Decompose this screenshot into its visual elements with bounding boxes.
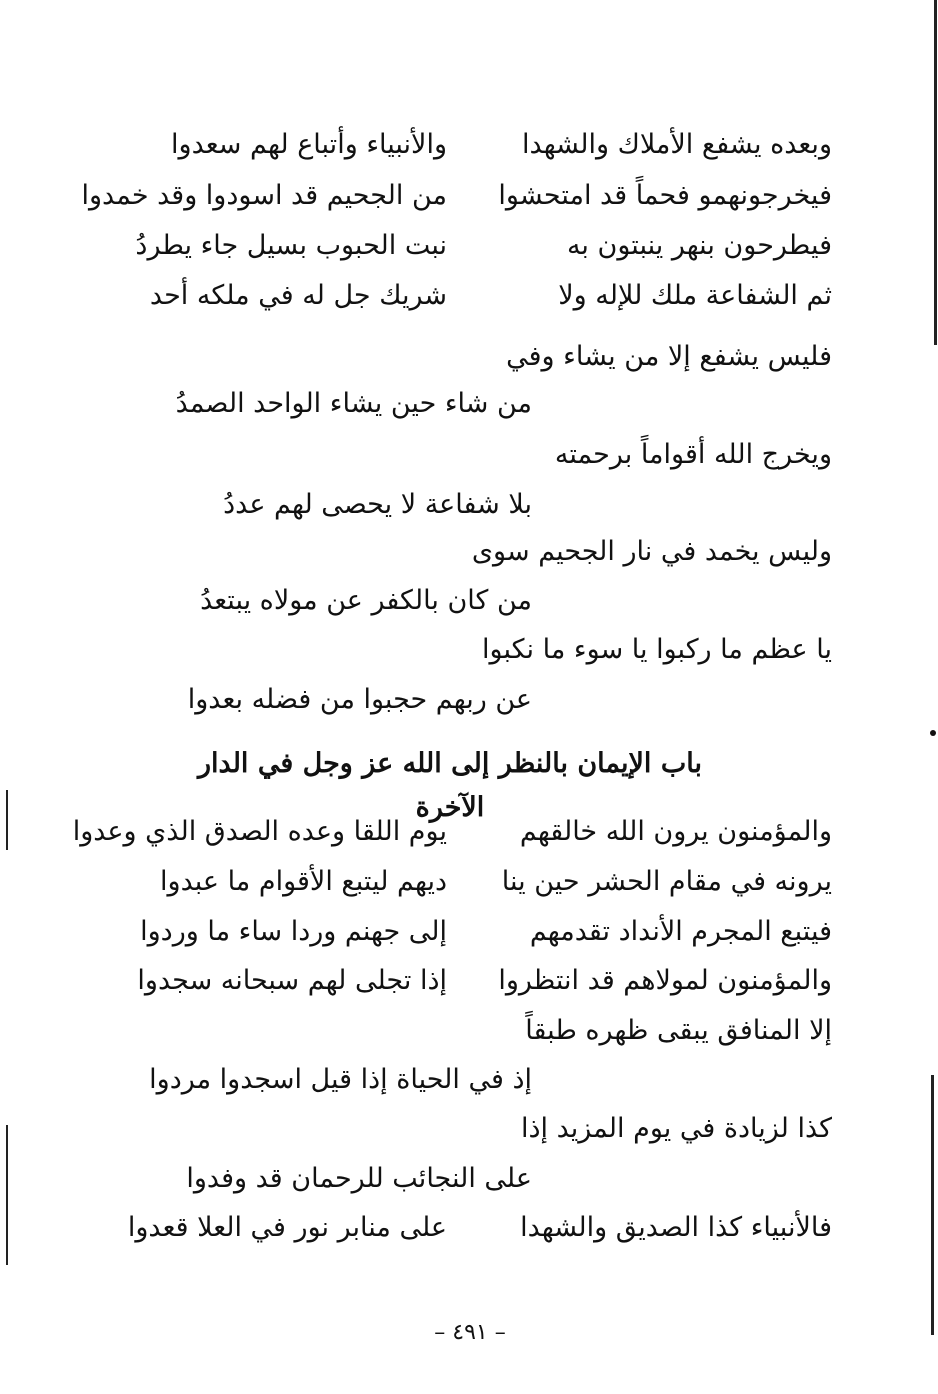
hemistich-first: فيتبع المجرم الأنداد تقدمهم [529, 916, 832, 947]
hemistich-first: والمؤمنون لمولاهم قد انتظروا [498, 965, 832, 996]
verse-line-first [110, 1011, 832, 1051]
verse-line-second [110, 485, 832, 525]
verse-row [110, 862, 832, 902]
hemistich-first: فالأنبياء كذا الصديق والشهدا [520, 1212, 832, 1243]
verse-row [72, 812, 832, 852]
hemistich-first: يرونه في مقام الحشر حين ينا [501, 866, 832, 897]
hemistich-first: ويخرج الله أقواماً برحمته [554, 439, 832, 470]
margin-dot [930, 730, 936, 736]
verse-row [110, 276, 832, 316]
hemistich-second: بلا شفاعة لا يحصى لهم عددُ [223, 489, 532, 520]
hemistich-second: إذ في الحياة إذا قيل اسجدوا مردوا [149, 1064, 532, 1095]
hemistich-second: ديهم ليتبع الأقوام ما عبدوا [160, 866, 447, 897]
hemistich-first: فيخرجونهمو فحماً قد امتحشوا [498, 180, 832, 211]
hemistich-second: من شاء حين يشاء الواحد الصمدُ [175, 388, 532, 419]
hemistich-second: من الجحيم قد اسودوا وقد خمدوا [81, 180, 447, 211]
left-margin-mark-2 [6, 1125, 8, 1265]
verse-row [81, 176, 832, 216]
verse-row [110, 125, 832, 165]
verse-line-first [110, 1109, 832, 1149]
hemistich-second: يوم اللقا وعده الصدق الذي وعدوا [72, 816, 447, 847]
hemistich-second: على النجائب للرحمان قد وفدوا [186, 1163, 532, 1194]
page-number: – ٤٩١ – [434, 1320, 506, 1345]
verse-line-first [110, 337, 832, 377]
left-margin-mark [6, 790, 8, 850]
verse-line-second [110, 1159, 832, 1199]
page-edge-line-bottom [931, 1075, 934, 1335]
hemistich-first: فيطرحون بنهر ينبتون به [566, 230, 832, 261]
hemistich-first: يا عظم ما ركبوا يا سوء ما نكبوا [482, 634, 832, 665]
hemistich-second: نبت الحبوب بسيل جاء يطردُ [135, 230, 447, 261]
hemistich-second: إلى جهنم وردا ساء ما وردوا [140, 916, 447, 947]
page-edge-line-top [934, 0, 937, 345]
hemistich-first: وليس يخمد في نار الجحيم سوى [471, 536, 832, 567]
hemistich-second: شريك جل له في ملكه أحد [149, 280, 447, 311]
hemistich-first: وبعده يشفع الأملاك والشهدا [522, 129, 832, 160]
hemistich-first: إلا المنافق يبقى ظهره طبقاً [525, 1015, 832, 1046]
verse-line-second [110, 1060, 832, 1100]
hemistich-first: والمؤمنون يرون الله خالقهم [519, 816, 832, 847]
verse-row [110, 1208, 832, 1248]
hemistich-first: كذا لزيادة في يوم المزيد إذا [520, 1113, 832, 1144]
hemistich-first: ثم الشفاعة ملك للإله ولا [558, 280, 832, 311]
verse-line-first [110, 630, 832, 670]
hemistich-second: والأنبياء وأتباع لهم سعدوا [171, 129, 447, 160]
verse-row [110, 912, 832, 952]
chapter-title: باب الإيمان بالنظر إلى الله عز وجل في الدار الآخرة [197, 748, 702, 823]
verse-row [110, 226, 832, 266]
hemistich-second: عن ربهم حجبوا من فضله بعدوا [187, 684, 532, 715]
hemistich-second: على منابر نور في العلا قعدوا [127, 1212, 447, 1243]
verse-line-second [110, 384, 832, 424]
hemistich-second: من كان بالكفر عن مولاه يبتعدُ [200, 585, 532, 616]
verse-line-first [110, 532, 832, 572]
verse-line-second [110, 581, 832, 621]
verse-line-second [110, 680, 832, 720]
verse-line-first [110, 435, 832, 475]
hemistich-first: فليس يشفع إلا من يشاء وفي [506, 341, 832, 372]
hemistich-second: إذا تجلى لهم سبحانه سجدوا [137, 965, 447, 996]
verse-row [110, 961, 832, 1001]
